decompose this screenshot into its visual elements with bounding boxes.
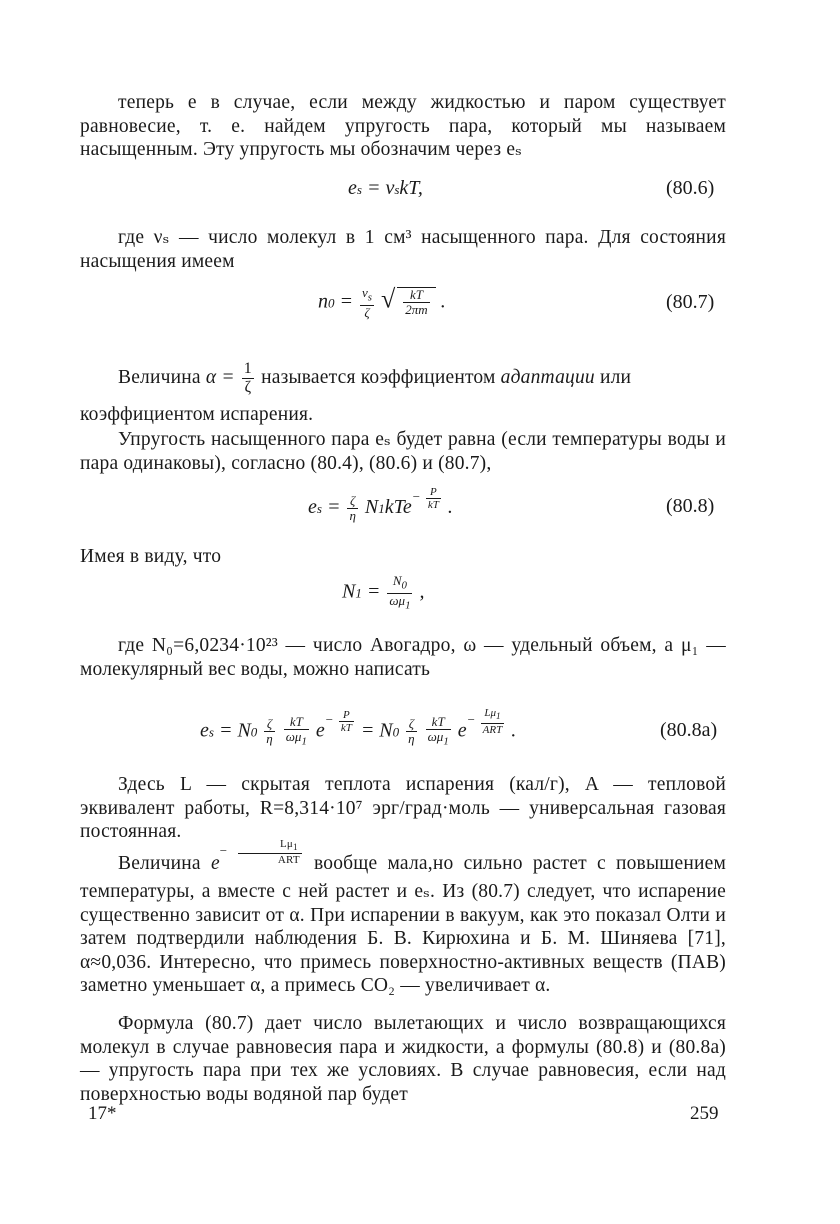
paragraph-evaporation: Величина $e^{- \frac{L\mu_1}{\text{ART}}}$ вообще мала,но сильно растет с повышением температуры, а вместе с ней растет и eₛ. Из (80.7) следует, что испарение существенно зависит от α. При испарении в вакуум, как это показал Олти и затем подтвердили наблюдения Б. В. Кирюхина и Б. М. Шиняева [71], α≈0,036. Интересно, что примесь поверхностно-активных веществ (ПАВ) заметно уменьшает α, а примесь CO₂ — увеличивает α. — [80, 838, 727, 997]
text-fragment: Величина — [118, 853, 201, 875]
text-fragment: Величина — [118, 366, 201, 388]
equation-80-7: n0 = $\frac{\nu_s}{\zeta}$ √ $\frac{kT}{2\pi m}$ . — [318, 284, 446, 320]
equation-label: (80.8) — [666, 495, 715, 517]
text-fragment: вообще мала,но сильно растет с повышением температуры, а вместе с ней растет и eₛ. Из (80.7) следует, что испарение существенно зависит от α. При испарении в вакуум, как это показал Олти и затем подтвердили наблюдения Б. В. Кирюхина и Б. М. Шиняева [71], α≈0,036. Интересно, что примесь поверхностно-активных веществ (ПАВ) заметно уменьшает α, а примесь CO₂ — увеличивает α. — [80, 853, 727, 997]
equation-80-6: es = νskT, — [348, 177, 423, 199]
paragraph-given: Имея в виду, что — [80, 546, 222, 567]
equation-80-8a: es = N0 $\frac{\zeta}{\eta}$ $\frac{kT}{\omega\mu_1}$ $e^{- \frac{P}{kT}}$ = N0 $\frac{\zeta}{\eta}$ $\frac{kT}{\omega\mu_1}$ $e^{- \frac{L\mu_1}{\text{ART}}}$ . — [200, 707, 517, 748]
paragraph-avogadro: где N₀=6,0234·10²³ — число Авогадро, ω — удельный объем, а μ₁ — молекулярный вес воды, можно написать — [80, 635, 726, 680]
paragraph-pressure: Упругость насыщенного пара eₛ будет равна (если температуры воды и пара одинаковы), согласно (80.4), (80.6) и (80.7), — [80, 429, 726, 474]
signature-mark: 17* — [88, 1103, 117, 1124]
equation-80-8: es = $\frac{\zeta}{\eta}$ N1kTe$^{- \frac{P}{kT}}$ . — [308, 485, 453, 523]
paragraph-intro: теперь e в случае, если между жидкостью и паром существует равновесие, т. е. найдем упругость пара, который мы называем насыщенным. Эту упругость мы обозначим через eₛ — [80, 92, 726, 160]
text-fragment: называется коэффициентом — [261, 366, 496, 388]
equation-label: (80.6) — [666, 177, 715, 199]
emphasis-term: адаптации — [500, 366, 595, 388]
equation-label: (80.8a) — [660, 719, 718, 741]
text-fragment: или — [599, 366, 632, 388]
equation-n1: N1 = $\frac{N_0}{\omega\mu_1}$ , — [342, 573, 425, 612]
page-number: 259 — [690, 1103, 719, 1124]
equation-label: (80.7) — [666, 291, 715, 313]
paragraph-alpha-end: коэффициентом испарения. — [80, 404, 314, 425]
paragraph-formula: Формула (80.7) дает число вылетающих и число возвращающихся молекул в случае равновесия пара и жидкости, а формулы (80.8) и (80.8a) — упругость пара при тех же условиях. В случае равновесия, если над поверхностью воды водяной пар будет — [80, 1013, 726, 1105]
paragraph-latent-heat: Здесь L — скрытая теплота испарения (кал/г), A — тепловой эквивалент работы, R=8,314·10⁷ эрг/град·моль — универсальная газовая постоянная. — [80, 774, 726, 842]
paragraph-nu-s: где νₛ — число молекул в 1 см³ насыщенного пара. Для состояния насыщения имеем — [80, 227, 726, 272]
paragraph-alpha: Величина α = $\frac{1}{\zeta}$ называется коэффициентом адаптации или — [118, 360, 632, 396]
